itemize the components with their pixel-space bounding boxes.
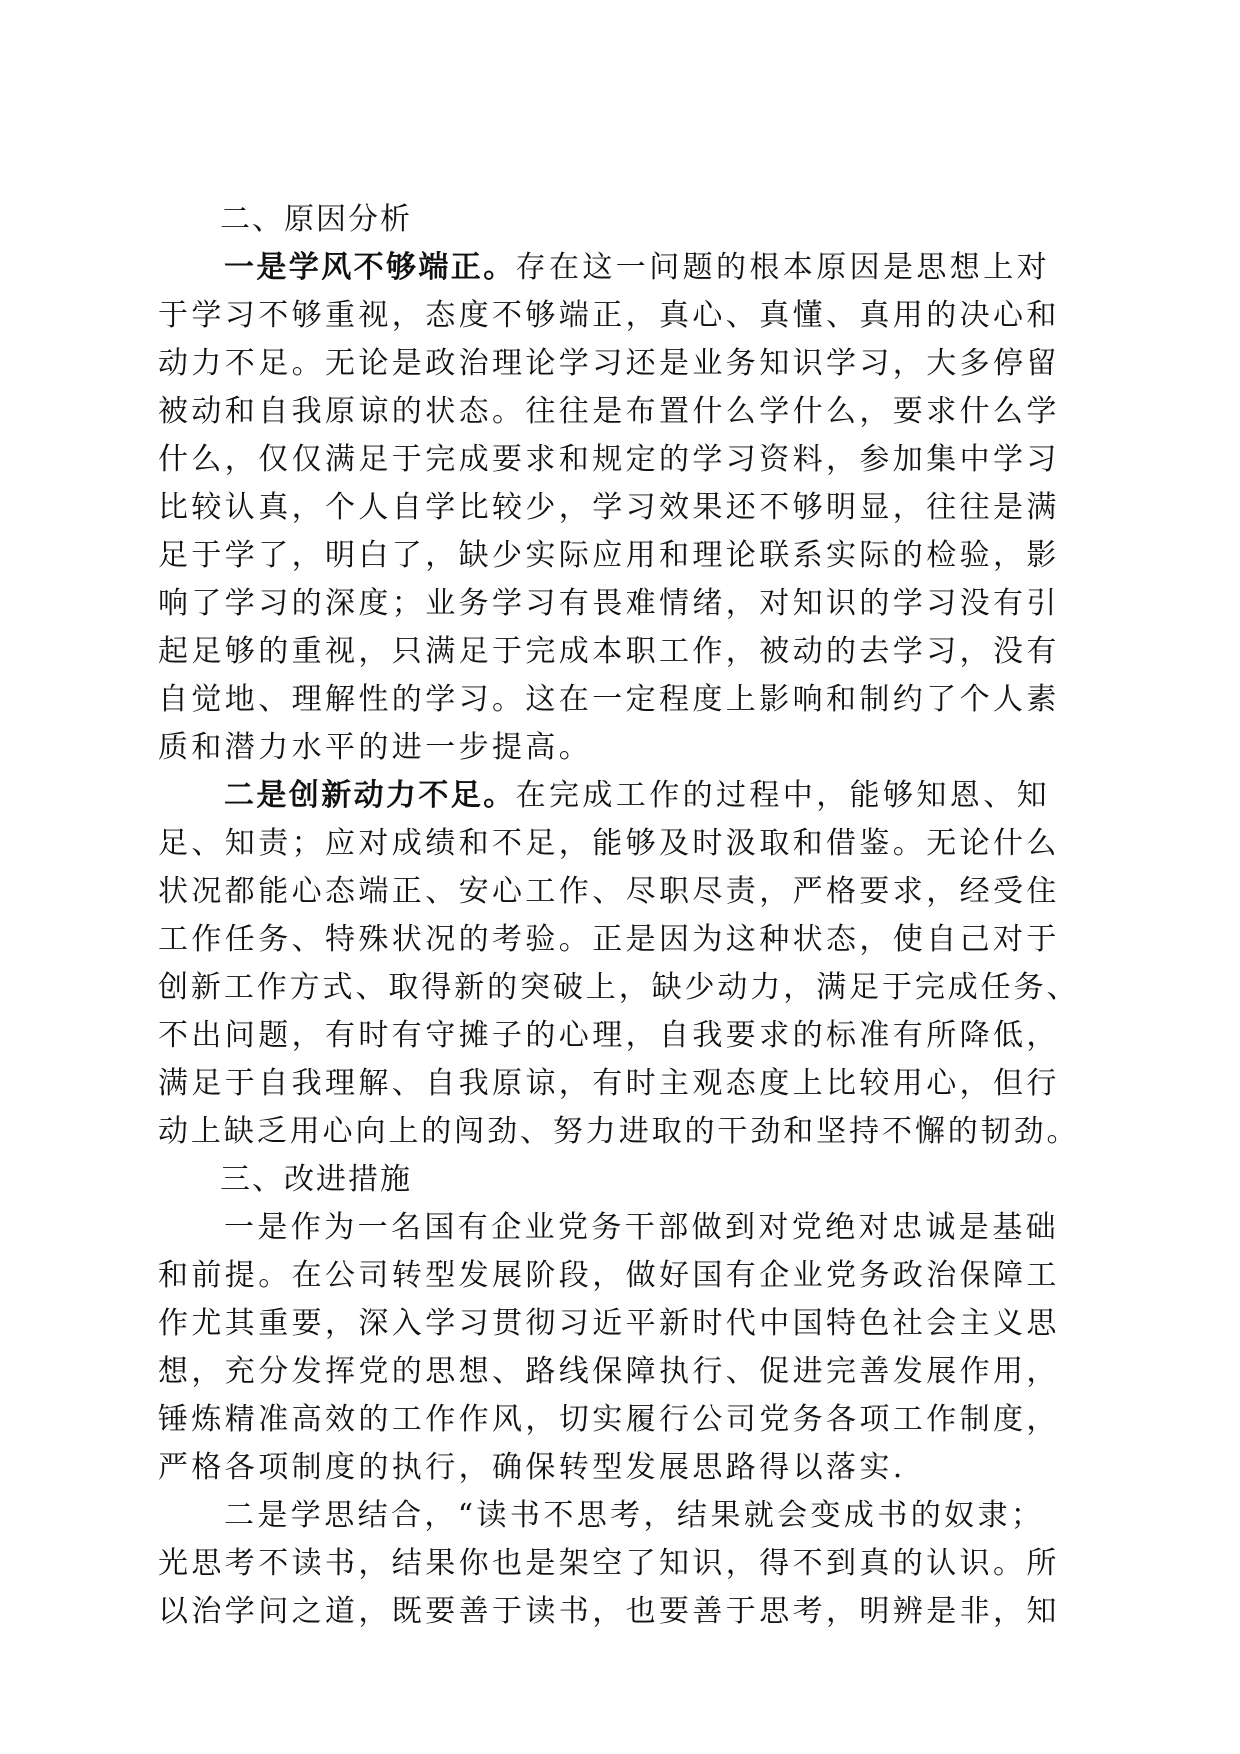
paragraph-lead: 二是创新动力不足。 bbox=[224, 778, 516, 813]
paragraph-line: 状况都能心态端正、安心工作、尽职尽责，严格要求，经受住 bbox=[158, 874, 1060, 909]
paragraph-line: 满足于自我理解、自我原谅，有时主观态度上比较用心，但行 bbox=[158, 1066, 1060, 1101]
paragraph-line: 想，充分发挥党的思想、路线保障执行、促进完善发展作用， bbox=[158, 1354, 1060, 1389]
document-page bbox=[158, 196, 1082, 1636]
paragraph-line: 什么，仅仅满足于完成要求和规定的学习资料，参加集中学习 bbox=[158, 442, 1060, 477]
paragraph-line: 锤炼精准高效的工作作风，切实履行公司党务各项工作制度， bbox=[158, 1402, 1060, 1437]
paragraph-first-line: 一是作为一名国有企业党务干部做到对党绝对忠诚是基础 bbox=[224, 1210, 1059, 1245]
paragraph-text: 在完成工作的过程中，能够知恩、知 bbox=[515, 778, 1051, 813]
paragraph-lead: 一是学风不够端正。 bbox=[224, 250, 516, 285]
paragraph-line: 和前提。在公司转型发展阶段，做好国有企业党务政治保障工 bbox=[158, 1258, 1060, 1293]
paragraph-line: 起足够的重视，只满足于完成本职工作，被动的去学习，没有 bbox=[158, 634, 1060, 669]
paragraph-line: 严格各项制度的执行，确保转型发展思路得以落实. bbox=[158, 1450, 906, 1485]
paragraph-text: 存在这一问题的根本原因是思想上对 bbox=[515, 250, 1051, 285]
paragraph-line: 不出问题，有时有守摊子的心理，自我要求的标准有所降低， bbox=[158, 1018, 1060, 1053]
paragraph-study-and-think bbox=[158, 1492, 1082, 1636]
paragraph-line: 响了学习的深度；业务学习有畏难情绪，对知识的学习没有引 bbox=[158, 586, 1060, 621]
paragraph-line: 作尤其重要，深入学习贯彻习近平新时代中国特色社会主义思 bbox=[158, 1306, 1060, 1341]
paragraph-line: 质和潜力水平的进一步提高。 bbox=[158, 730, 593, 765]
paragraph-line: 自觉地、理解性的学习。这在一定程度上影响和制约了个人素 bbox=[158, 682, 1060, 717]
paragraph-first-line bbox=[158, 244, 1082, 292]
paragraph-line: 动力不足。无论是政治理论学习还是业务知识学习，大多停留 bbox=[158, 346, 1060, 381]
paragraph-line: 以治学问之道，既要善于读书，也要善于思考，明辨是非，知 bbox=[158, 1594, 1060, 1629]
paragraph-innovation-drive bbox=[158, 772, 1082, 1156]
paragraph-first-line: 二是学思结合，“读书不思考，结果就会变成书的奴隶； bbox=[224, 1498, 1045, 1533]
paragraph-line: 比较认真，个人自学比较少，学习效果还不够明显，往往是满 bbox=[158, 490, 1060, 525]
section-heading-improvement-measures: 三、改进措施 bbox=[220, 1162, 412, 1197]
paragraph-party-loyalty bbox=[158, 1204, 1082, 1492]
paragraph-line: 动上缺乏用心向上的闯劲、努力进取的干劲和坚持不懈的韧劲。 bbox=[158, 1114, 1080, 1149]
paragraph-line: 足、知责；应对成绩和不足，能够及时汲取和借鉴。无论什么 bbox=[158, 826, 1060, 861]
paragraph-line: 于学习不够重视，态度不够端正，真心、真懂、真用的决心和 bbox=[158, 298, 1060, 333]
paragraph-line: 被动和自我原谅的状态。往往是布置什么学什么，要求什么学 bbox=[158, 394, 1060, 429]
section-heading-cause-analysis: 二、原因分析 bbox=[220, 202, 412, 237]
paragraph-first-line bbox=[158, 772, 1082, 820]
paragraph-line: 工作任务、特殊状况的考验。正是因为这种状态，使自己对于 bbox=[158, 922, 1060, 957]
paragraph-line: 创新工作方式、取得新的突破上，缺少动力，满足于完成任务、 bbox=[158, 970, 1080, 1005]
paragraph-line: 足于学了，明白了，缺少实际应用和理论联系实际的检验，影 bbox=[158, 538, 1060, 573]
paragraph-study-style bbox=[158, 244, 1082, 772]
paragraph-line: 光思考不读书，结果你也是架空了知识，得不到真的认识。所 bbox=[158, 1546, 1060, 1581]
